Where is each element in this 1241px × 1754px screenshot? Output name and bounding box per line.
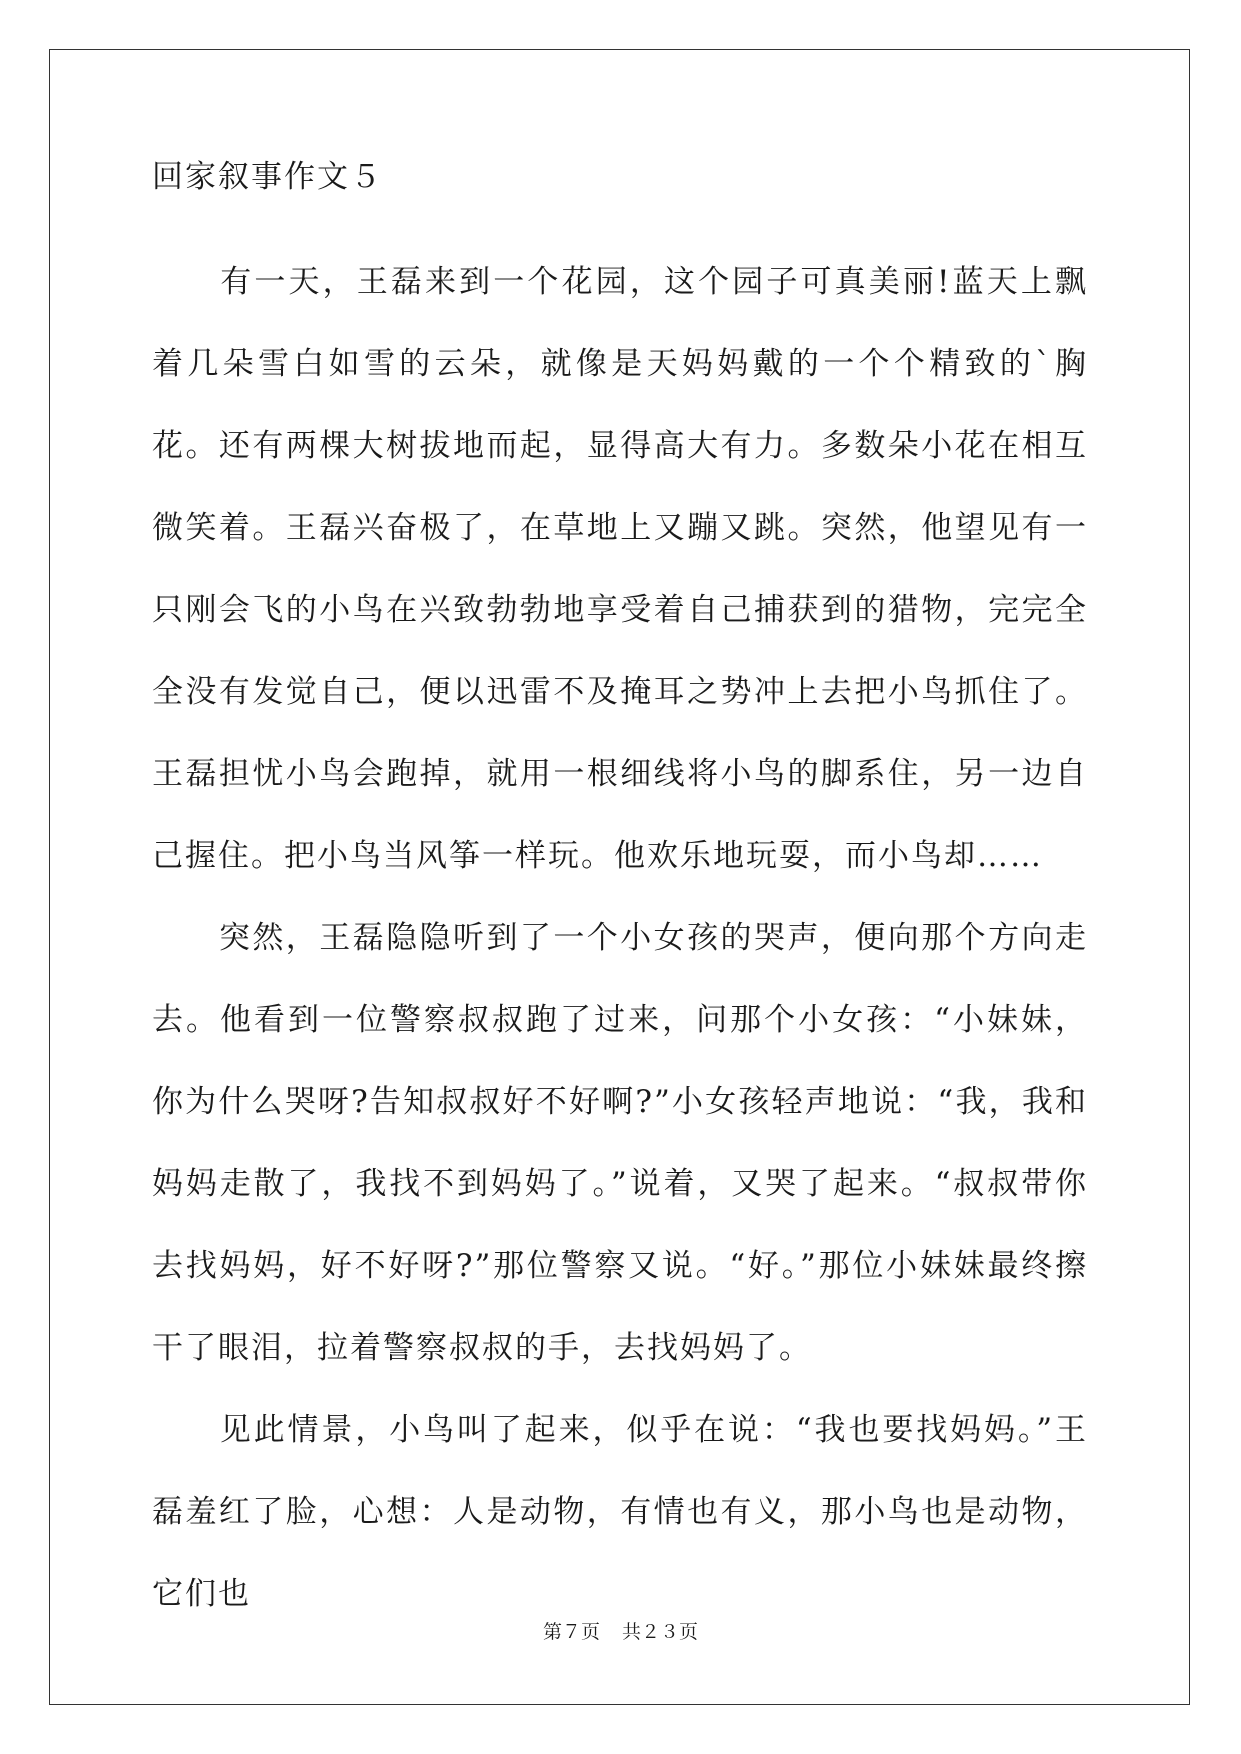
page-footer — [0, 1620, 1241, 1644]
document-body — [152, 158, 1088, 1635]
paragraph-1: 有一天，王磊来到一个花园，这个园子可真美丽!蓝天上飘着几朵雪白如雪的云朵，就像是天妈妈戴的一个个精致的`胸花。还有两棵大树拔地而起，显得高大有力。多数朵小花在相互微笑着。王磊兴奋极了，在草地上又蹦又跳。突然，他望见有一只刚会飞的小鸟在兴致勃勃地享受着自己捕获到的猎物，完完全全没有发觉自己，便以迅雷不及掩耳之势冲上去把小鸟抓住了。王磊担忧小鸟会跑掉，就用一根细线将小鸟的脚系住，另一边自己握住。把小鸟当风筝一样玩。他欢乐地玩耍，而小鸟却…… — [152, 264, 1088, 874]
page-total: 共２３页 — [622, 1621, 699, 1643]
page-number: 第７页 — [542, 1621, 600, 1643]
paragraph-2: 突然，王磊隐隐听到了一个小女孩的哭声，便向那个方向走去。他看到一位警察叔叔跑了过来，问那个小女孩：“小妹妹，你为什么哭呀?告知叔叔好不好啊?”小女孩轻声地说：“我，我和妈妈走散了，我找不到妈妈了。”说着，又哭了起来。“叔叔带你去找妈妈，好不好呀?”那位警察又说。“好。”那位小妹妹最终擦干了眼泪，拉着警察叔叔的手，去找妈妈了。 — [152, 920, 1088, 1366]
document-title: 回家叙事作文５ — [152, 159, 383, 195]
paragraph-3: 见此情景，小鸟叫了起来，似乎在说：“我也要找妈妈。”王磊羞红了脸，心想：人是动物，有情也有义，那小鸟也是动物，它们也 — [152, 1412, 1088, 1612]
